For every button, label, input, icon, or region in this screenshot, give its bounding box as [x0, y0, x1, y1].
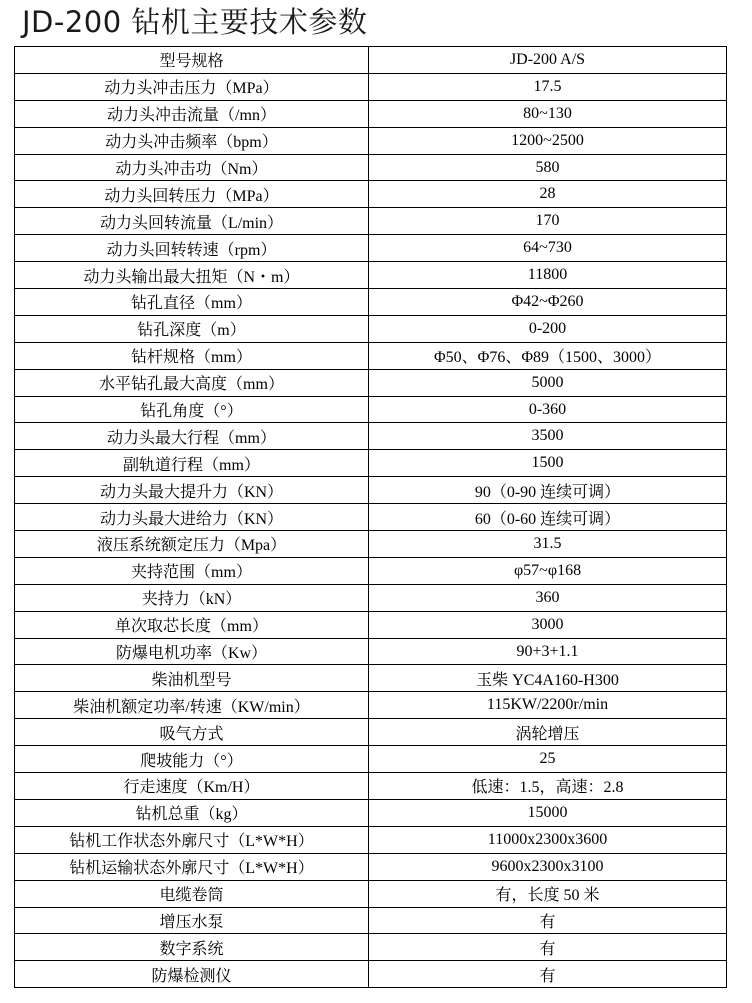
table-row	[15, 396, 727, 423]
param-name-cell: 钻机工作状态外廓尺寸（L*W*H）	[15, 826, 369, 853]
param-name-cell: 动力头回转压力（MPa）	[15, 181, 369, 208]
table-row	[15, 665, 727, 692]
table-row	[15, 208, 727, 235]
table-row	[15, 961, 727, 988]
param-value-cell: 80~130	[369, 100, 727, 127]
table-row	[15, 73, 727, 100]
table-row	[15, 342, 727, 369]
table-row	[15, 638, 727, 665]
param-value-cell: 9600x2300x3100	[369, 853, 727, 880]
param-value-cell: 64~730	[369, 235, 727, 262]
param-name-cell: 单次取芯长度（mm）	[15, 611, 369, 638]
spec-table-body	[15, 47, 727, 988]
param-value-cell: 60（0-60 连续可调）	[369, 504, 727, 531]
param-name-cell: 钻机运输状态外廓尺寸（L*W*H）	[15, 853, 369, 880]
table-row	[15, 504, 727, 531]
param-value-cell: 0-360	[369, 396, 727, 423]
param-name-cell: 动力头最大进给力（KN）	[15, 504, 369, 531]
table-row	[15, 531, 727, 558]
param-value-cell: 17.5	[369, 73, 727, 100]
param-name-cell: 防爆电机功率（Kw）	[15, 638, 369, 665]
table-row	[15, 262, 727, 289]
param-value-cell: 90（0-90 连续可调）	[369, 477, 727, 504]
table-row	[15, 934, 727, 961]
param-value-cell: 有	[369, 961, 727, 988]
table-row	[15, 746, 727, 773]
param-name-cell: 液压系统额定压力（Mpa）	[15, 531, 369, 558]
param-value-cell: 涡轮增压	[369, 719, 727, 746]
table-row	[15, 235, 727, 262]
param-name-cell: 钻机总重（kg）	[15, 799, 369, 826]
param-name-cell: 爬坡能力（°）	[15, 746, 369, 773]
table-row	[15, 853, 727, 880]
param-name-cell: 动力头冲击功（Nm）	[15, 154, 369, 181]
param-name-cell: 钻孔深度（m）	[15, 315, 369, 342]
table-row	[15, 611, 727, 638]
param-name-cell: 柴油机额定功率/转速（KW/min）	[15, 692, 369, 719]
param-value-cell: 580	[369, 154, 727, 181]
param-value-cell: 11000x2300x3600	[369, 826, 727, 853]
param-name-cell: 防爆检测仪	[15, 961, 369, 988]
param-name-cell: 动力头冲击频率（bpm）	[15, 127, 369, 154]
param-value-cell: 0-200	[369, 315, 727, 342]
param-value-cell: 有	[369, 907, 727, 934]
table-row	[15, 423, 727, 450]
param-name-cell: 吸气方式	[15, 719, 369, 746]
param-value-cell: 31.5	[369, 531, 727, 558]
param-value-cell: JD-200 A/S	[369, 47, 727, 74]
param-name-cell: 副轨道行程（mm）	[15, 450, 369, 477]
table-row	[15, 47, 727, 74]
table-row	[15, 181, 727, 208]
table-row	[15, 127, 727, 154]
table-row	[15, 773, 727, 800]
param-name-cell: 水平钻孔最大高度（mm）	[15, 369, 369, 396]
param-name-cell: 行走速度（Km/H）	[15, 773, 369, 800]
table-row	[15, 826, 727, 853]
param-name-cell: 增压水泵	[15, 907, 369, 934]
param-value-cell: Φ50、Φ76、Φ89（1500、3000）	[369, 342, 727, 369]
param-value-cell: 28	[369, 181, 727, 208]
table-row	[15, 369, 727, 396]
table-row	[15, 880, 727, 907]
param-value-cell: 90+3+1.1	[369, 638, 727, 665]
param-value-cell: 15000	[369, 799, 727, 826]
table-row	[15, 584, 727, 611]
param-value-cell: Φ42~Φ260	[369, 289, 727, 316]
param-value-cell: 有，长度 50 米	[369, 880, 727, 907]
param-name-cell: 型号规格	[15, 47, 369, 74]
param-value-cell: φ57~φ168	[369, 557, 727, 584]
param-name-cell: 动力头回转流量（L/min）	[15, 208, 369, 235]
param-name-cell: 动力头回转转速（rpm）	[15, 235, 369, 262]
param-name-cell: 数字系统	[15, 934, 369, 961]
param-value-cell: 有	[369, 934, 727, 961]
param-value-cell: 1500	[369, 450, 727, 477]
param-value-cell: 11800	[369, 262, 727, 289]
param-name-cell: 夹持范围（mm）	[15, 557, 369, 584]
table-row	[15, 557, 727, 584]
param-value-cell: 25	[369, 746, 727, 773]
table-row	[15, 477, 727, 504]
table-row	[15, 154, 727, 181]
param-value-cell: 360	[369, 584, 727, 611]
param-name-cell: 动力头冲击流量（/mn）	[15, 100, 369, 127]
param-name-cell: 钻孔角度（°）	[15, 396, 369, 423]
table-row	[15, 719, 727, 746]
param-value-cell: 1200~2500	[369, 127, 727, 154]
table-row	[15, 450, 727, 477]
param-name-cell: 动力头冲击压力（MPa）	[15, 73, 369, 100]
param-value-cell: 115KW/2200r/min	[369, 692, 727, 719]
param-name-cell: 柴油机型号	[15, 665, 369, 692]
param-name-cell: 动力头最大提升力（KN）	[15, 477, 369, 504]
param-value-cell: 170	[369, 208, 727, 235]
table-row	[15, 289, 727, 316]
param-value-cell: 玉柴 YC4A160-H300	[369, 665, 727, 692]
param-name-cell: 夹持力（kN）	[15, 584, 369, 611]
param-name-cell: 钻孔直径（mm）	[15, 289, 369, 316]
table-row	[15, 907, 727, 934]
table-row	[15, 799, 727, 826]
param-name-cell: 动力头输出最大扭矩（N・m）	[15, 262, 369, 289]
param-value-cell: 3000	[369, 611, 727, 638]
table-row	[15, 315, 727, 342]
param-value-cell: 3500	[369, 423, 727, 450]
param-name-cell: 动力头最大行程（mm）	[15, 423, 369, 450]
table-row	[15, 100, 727, 127]
param-name-cell: 电缆卷筒	[15, 880, 369, 907]
table-row	[15, 692, 727, 719]
param-name-cell: 钻杆规格（mm）	[15, 342, 369, 369]
param-value-cell: 低速：1.5，高速：2.8	[369, 773, 727, 800]
page-title: JD-200 钻机主要技术参数	[22, 5, 368, 39]
param-value-cell: 5000	[369, 369, 727, 396]
spec-table	[14, 46, 727, 988]
